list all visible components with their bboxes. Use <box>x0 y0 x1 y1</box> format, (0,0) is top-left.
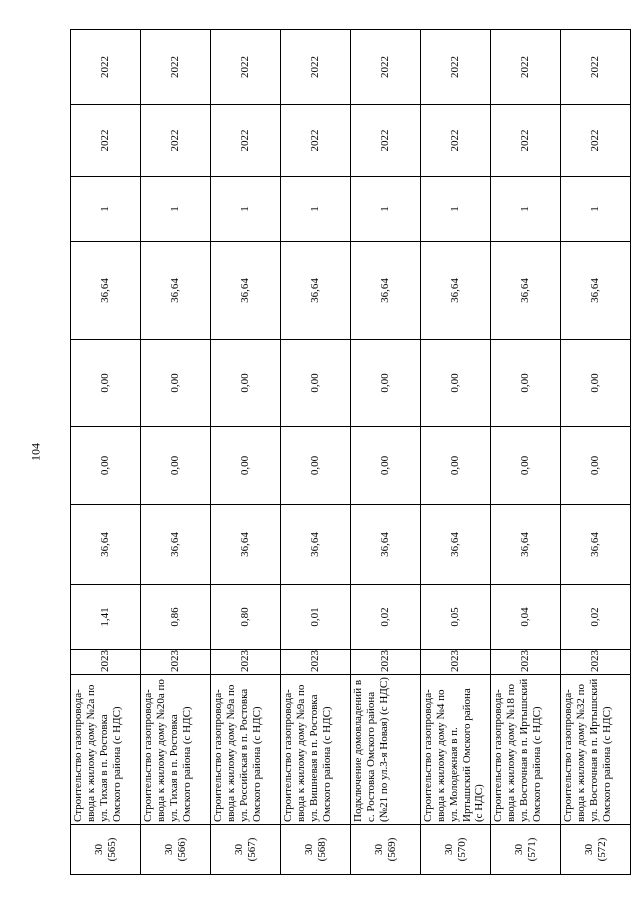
value-cell-3: 0,00 <box>141 427 211 505</box>
object-name-cell: Строительство газопровода-ввода к жилому дому №9а по ул. Вишневая в п. Ростовка Омского района (с НДС) <box>281 675 351 825</box>
value-cell-3: 0,00 <box>71 427 141 505</box>
value-cell-2: 36,64 <box>491 505 561 585</box>
row-index-number: 30 <box>512 844 525 855</box>
year-cell: 2023 <box>351 650 421 675</box>
start-year-cell: 2022 <box>141 105 211 177</box>
year-cell: 2023 <box>421 650 491 675</box>
year-cell: 2023 <box>491 650 561 675</box>
value-cell-6: 1 <box>141 177 211 242</box>
value-cell-4: 0,00 <box>491 340 561 427</box>
end-year-cell: 2022 <box>561 30 631 105</box>
rotated-table-wrapper <box>70 30 630 875</box>
start-year-cell: 2022 <box>421 105 491 177</box>
row-index-code: (567) <box>245 837 258 862</box>
value-cell-5: 36,64 <box>491 242 561 340</box>
value-cell-5: 36,64 <box>561 242 631 340</box>
value-cell-5: 36,64 <box>421 242 491 340</box>
value-cell-6: 1 <box>211 177 281 242</box>
value-cell-1: 0,05 <box>421 585 491 650</box>
object-name-cell: Строительство газопровода-ввода к жилому дому №20а по ул. Тихая в п. Ростовка Омского района (с НДС) <box>141 675 211 825</box>
row-index-cell <box>491 825 561 875</box>
row-index-number: 30 <box>302 844 315 855</box>
row-index-code: (572) <box>595 837 608 862</box>
table-row <box>141 30 211 875</box>
value-cell-4: 0,00 <box>141 340 211 427</box>
end-year-cell: 2022 <box>281 30 351 105</box>
end-year-cell: 2022 <box>491 30 561 105</box>
value-cell-4: 0,00 <box>71 340 141 427</box>
value-cell-6: 1 <box>421 177 491 242</box>
value-cell-2: 36,64 <box>351 505 421 585</box>
value-cell-3: 0,00 <box>211 427 281 505</box>
table-row <box>491 30 561 875</box>
value-cell-1: 0,02 <box>561 585 631 650</box>
start-year-cell: 2022 <box>211 105 281 177</box>
value-cell-2: 36,64 <box>561 505 631 585</box>
value-cell-1: 0,80 <box>211 585 281 650</box>
object-name-cell: Строительство газопровода-ввода к жилому дому №18 по ул. Восточная в п. Иртышский Омского района (с НДС) <box>491 675 561 825</box>
end-year-cell: 2022 <box>351 30 421 105</box>
row-index-cell <box>71 825 141 875</box>
value-cell-6: 1 <box>491 177 561 242</box>
page-number: 104 <box>28 443 43 461</box>
value-cell-5: 36,64 <box>211 242 281 340</box>
row-index-code: (571) <box>525 837 538 862</box>
row-index-code: (570) <box>455 837 468 862</box>
value-cell-3: 0,00 <box>491 427 561 505</box>
row-index-cell <box>281 825 351 875</box>
year-cell: 2023 <box>561 650 631 675</box>
value-cell-4: 0,00 <box>421 340 491 427</box>
row-index-code: (569) <box>385 837 398 862</box>
start-year-cell: 2022 <box>281 105 351 177</box>
value-cell-4: 0,00 <box>561 340 631 427</box>
value-cell-3: 0,00 <box>421 427 491 505</box>
row-index-number: 30 <box>442 844 455 855</box>
value-cell-4: 0,00 <box>351 340 421 427</box>
object-name-cell: Строительство газопровода-ввода к жилому дому №4 по ул. Молодежная в п. Иртышский Омского района (с НДС) <box>421 675 491 825</box>
object-name-cell: Строительство газопровода-ввода к жилому дому №32 по ул. Восточная в п. Иртышский Омского района (с НДС) <box>561 675 631 825</box>
table-row <box>351 30 421 875</box>
year-cell: 2023 <box>71 650 141 675</box>
value-cell-1: 0,86 <box>141 585 211 650</box>
value-cell-2: 36,64 <box>71 505 141 585</box>
table-row <box>421 30 491 875</box>
value-cell-5: 36,64 <box>281 242 351 340</box>
year-cell: 2023 <box>281 650 351 675</box>
value-cell-6: 1 <box>561 177 631 242</box>
value-cell-1: 1,41 <box>71 585 141 650</box>
value-cell-3: 0,00 <box>561 427 631 505</box>
row-index-number: 30 <box>372 844 385 855</box>
value-cell-2: 36,64 <box>281 505 351 585</box>
start-year-cell: 2022 <box>71 105 141 177</box>
row-index-cell <box>141 825 211 875</box>
value-cell-4: 0,00 <box>281 340 351 427</box>
value-cell-3: 0,00 <box>351 427 421 505</box>
data-table <box>70 29 631 875</box>
row-index-number: 30 <box>232 844 245 855</box>
object-name-cell: Подключение домовладений в с. Ростовка Омского района (№21 по ул.3-я Новая) (с НДС) <box>351 675 421 825</box>
row-index-cell <box>211 825 281 875</box>
table-body <box>71 30 631 875</box>
object-name-cell: Строительство газопровода-ввода к жилому дому №2а по ул. Тихая в п. Ростовка Омского района (с НДС) <box>71 675 141 825</box>
year-cell: 2023 <box>141 650 211 675</box>
start-year-cell: 2022 <box>351 105 421 177</box>
year-cell: 2023 <box>211 650 281 675</box>
row-index-code: (566) <box>175 837 188 862</box>
value-cell-6: 1 <box>281 177 351 242</box>
end-year-cell: 2022 <box>211 30 281 105</box>
row-index-number: 30 <box>162 844 175 855</box>
start-year-cell: 2022 <box>491 105 561 177</box>
value-cell-6: 1 <box>351 177 421 242</box>
value-cell-5: 36,64 <box>141 242 211 340</box>
value-cell-6: 1 <box>71 177 141 242</box>
object-name-cell: Строительство газопровода-ввода к жилому дому №9а по ул. Российская в п. Ростовка Омского района (с НДС) <box>211 675 281 825</box>
table-row <box>561 30 631 875</box>
row-index-cell <box>351 825 421 875</box>
row-index-code: (565) <box>105 837 118 862</box>
row-index-cell <box>561 825 631 875</box>
row-index-code: (568) <box>315 837 328 862</box>
start-year-cell: 2022 <box>561 105 631 177</box>
value-cell-5: 36,64 <box>351 242 421 340</box>
table-row <box>211 30 281 875</box>
value-cell-3: 0,00 <box>281 427 351 505</box>
value-cell-5: 36,64 <box>71 242 141 340</box>
value-cell-1: 0,01 <box>281 585 351 650</box>
value-cell-4: 0,00 <box>211 340 281 427</box>
end-year-cell: 2022 <box>141 30 211 105</box>
value-cell-2: 36,64 <box>141 505 211 585</box>
value-cell-2: 36,64 <box>211 505 281 585</box>
value-cell-1: 0,02 <box>351 585 421 650</box>
row-index-number: 30 <box>92 844 105 855</box>
table-row <box>281 30 351 875</box>
value-cell-2: 36,64 <box>421 505 491 585</box>
row-index-number: 30 <box>582 844 595 855</box>
row-index-cell <box>421 825 491 875</box>
end-year-cell: 2022 <box>71 30 141 105</box>
table-row <box>71 30 141 875</box>
value-cell-1: 0,04 <box>491 585 561 650</box>
end-year-cell: 2022 <box>421 30 491 105</box>
